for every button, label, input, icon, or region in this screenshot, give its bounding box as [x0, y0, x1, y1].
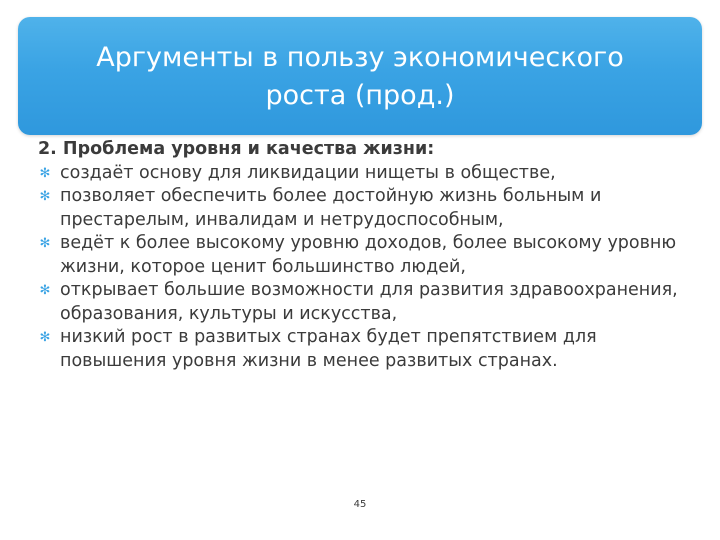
asterisk-icon: ✻ — [39, 189, 51, 204]
slide-title — [18, 39, 702, 115]
asterisk-icon: ✻ — [39, 283, 51, 298]
asterisk-icon: ✻ — [39, 165, 51, 181]
list-item — [38, 162, 698, 186]
list-item — [38, 326, 698, 373]
bullet-list — [38, 162, 698, 374]
list-item — [38, 232, 698, 279]
list-item-text: открывает большие возможности для развития здравоохранения, образования, культуры и искусства, — [60, 280, 678, 324]
list-item-text: создаёт основу для ликвидации нищеты в обществе, — [60, 162, 556, 183]
list-item — [38, 279, 698, 326]
slide-title-line-1: Аргументы в пользу экономического — [96, 42, 624, 73]
section-heading: 2. Проблема уровня и качества жизни: — [38, 139, 435, 159]
page-number: 45 — [353, 499, 367, 510]
slide-title-line-2: роста (прод.) — [265, 80, 455, 111]
list-item-text: ведёт к более высокому уровню доходов, более высокому уровню жизни, которое ценит большинство людей, — [60, 233, 677, 277]
asterisk-icon: ✻ — [39, 236, 51, 251]
title-banner — [18, 17, 702, 135]
list-item-text: низкий рост в развитых странах будет препятствием для повышения уровня жизни в менее развитых странах. — [60, 327, 597, 371]
asterisk-icon: ✻ — [39, 330, 51, 345]
slide-content — [38, 138, 698, 373]
list-item — [38, 185, 698, 232]
list-item-text: позволяет обеспечить более достойную жизнь больным и престарелым, инвалидам и нетрудоспособным, — [60, 186, 602, 230]
